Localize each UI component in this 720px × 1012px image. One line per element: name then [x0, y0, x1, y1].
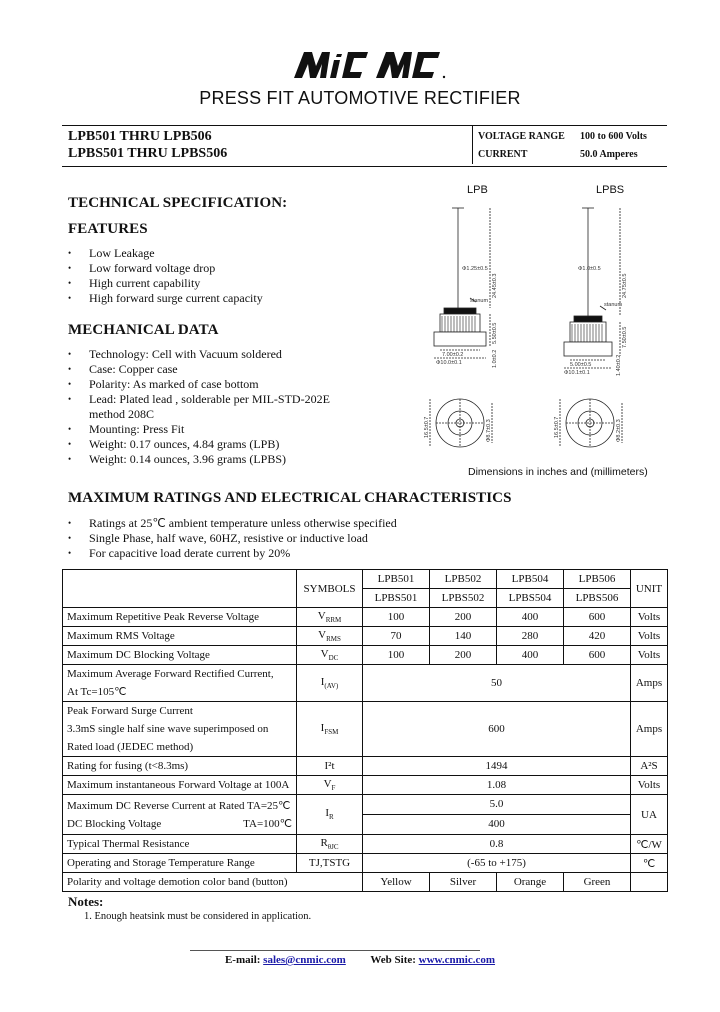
unit-cell: Amps [631, 665, 668, 702]
param-cell: Polarity and voltage demotion color band (button) [63, 873, 363, 892]
list-item: • High current capability [68, 276, 263, 291]
unit-cell: Volts [631, 608, 668, 627]
package-outline-diagram [420, 198, 690, 463]
col-lpb: LPB504 [511, 573, 549, 585]
col-lpbs: LPBS504 [497, 588, 563, 607]
unit-cell: ℃/W [631, 835, 668, 854]
symbol-cell [297, 646, 363, 665]
list-item: • Low forward voltage drop [68, 261, 263, 276]
table-row [63, 795, 668, 835]
symbol-sub: R [329, 813, 334, 822]
ratings-table [62, 569, 668, 892]
lpbs-stanum: stanum [604, 302, 623, 308]
color-band-cell: Yellow [363, 873, 430, 892]
list-item: • Low Leakage [68, 246, 263, 261]
value-cell: 0.8 [363, 835, 631, 854]
list-item: • Mounting: Press Fit [68, 422, 330, 437]
table-row [63, 665, 668, 702]
unit-cell: Amps [631, 702, 668, 757]
symbol-cell [297, 702, 363, 757]
col-lpbs: LPBS506 [564, 588, 630, 607]
mechanical-heading: MECHANICAL DATA [68, 322, 219, 338]
param-cell [63, 665, 297, 702]
voltage-range-value: 100 to 600 Volts [580, 131, 647, 142]
param-cell: Operating and Storage Temperature Range [63, 854, 297, 873]
page-title: PRESS FIT AUTOMOTIVE RECTIFIER [199, 88, 521, 108]
lpb-lead-len: 24.45±0.3 [492, 273, 498, 298]
symbol: R [320, 836, 328, 849]
table-header-row [63, 570, 668, 608]
value-cell: 100 [363, 608, 430, 627]
symbol-sub: (AV) [324, 682, 339, 691]
lpb-stanum: stanum [470, 298, 489, 304]
features-list [68, 246, 263, 306]
symbol-cell [297, 608, 363, 627]
header-separator [472, 126, 473, 164]
col-lpbs: LPBS501 [363, 588, 429, 607]
lpbs-width-2: Φ10.1±0.1 [564, 370, 590, 376]
lpbs-width-1: 5.00±0.5 [570, 362, 592, 368]
lpb-flange-h: 1.0±0.2 [492, 349, 498, 368]
value-cell: 600 [564, 608, 631, 627]
symbol: V [317, 609, 326, 622]
divider-top [62, 125, 667, 126]
symbol-sub: RRM [325, 616, 342, 625]
diagram-label-lpb: LPB [467, 184, 488, 196]
value-cell: 600 [564, 646, 631, 665]
company-logo [290, 44, 450, 84]
param-cell: Maximum Repetitive Peak Reverse Voltage [63, 608, 297, 627]
col-lpb: LPB506 [578, 573, 616, 585]
mechanical-list [68, 347, 330, 467]
param-header [63, 570, 297, 608]
symbol: I [325, 807, 329, 820]
lpb-body-h: 5.50±0.5 [492, 322, 498, 344]
lpb-disc-outer: Φ8.7±0.3 [486, 419, 492, 442]
ratings-conditions [68, 516, 397, 561]
table-row [63, 627, 668, 646]
current-value: 50.0 Amperes [580, 149, 638, 160]
value-cell: 600 [363, 702, 631, 757]
param-line: Maximum Average Forward Rectified Current, [67, 668, 274, 680]
symbol: V [318, 628, 327, 641]
value-100c: 400 [363, 814, 630, 834]
unit-cell: A²S [631, 757, 668, 776]
value-cell: 50 [363, 665, 631, 702]
symbol-cell [297, 776, 363, 795]
symbol-sub: θJC [327, 843, 339, 852]
col-header [564, 570, 631, 608]
value-cell: 200 [430, 608, 497, 627]
list-item: • Polarity: As marked of case bottom [68, 377, 330, 392]
list-item: • For capacitive load derate current by 20% [68, 546, 397, 561]
lpb-disc-side: 16.5±0.7 [424, 416, 430, 438]
lpb-lead-dia: Φ1.25±0.5 [462, 266, 488, 272]
color-band-cell: Green [564, 873, 631, 892]
lpb-width-1: 7.00±0.2 [442, 352, 464, 358]
list-item: • High forward surge current capacity [68, 291, 263, 306]
table-row [63, 854, 668, 873]
unit-header: UNIT [631, 570, 668, 608]
unit-cell: Volts [631, 627, 668, 646]
table-row [63, 702, 668, 757]
list-item: • Ratings at 25℃ ambient temperature unless otherwise specified [68, 516, 397, 531]
unit-cell: Volts [631, 646, 668, 665]
symbol-cell [297, 665, 363, 702]
symbol-sub: RMS [326, 635, 341, 644]
symbols-header: SYMBOLS [297, 570, 363, 608]
web-link[interactable]: www.cnmic.com [418, 954, 496, 966]
param-line: Maximum DC Reverse Current at Rated TA=25℃ [67, 799, 291, 812]
param-line: Peak Forward Surge Current [67, 705, 193, 717]
email-label: E-mail: [224, 954, 261, 966]
symbol-sub: F [331, 784, 336, 793]
list-item: • Single Phase, half wave, 60HZ, resistive or inductive load [68, 531, 397, 546]
unit-cell [631, 873, 668, 892]
unit-cell: UA [631, 795, 668, 835]
col-lpbs: LPBS502 [430, 588, 496, 607]
list-item-continuation [68, 407, 330, 422]
symbol: V [323, 777, 332, 790]
diagram-label-lpbs: LPBS [596, 184, 625, 196]
list-item: • Case: Copper case [68, 362, 330, 377]
features-heading: FEATURES [68, 221, 148, 237]
notes-heading: Notes: [68, 894, 104, 909]
lpbs-lead-dia: Φ1.0±0.5 [578, 266, 601, 272]
value-cell: 400 [497, 608, 564, 627]
lpb-width-2: Φ10.0±0.1 [436, 360, 462, 366]
part-number-lpbs: LPBS501 THRU LPBS506 [68, 146, 228, 161]
current-label: CURRENT [478, 149, 528, 160]
symbol-cell [297, 627, 363, 646]
lpbs-flange-h: 1.40±0.2 [616, 354, 622, 376]
table-row [63, 757, 668, 776]
lpbs-disc-outer: Φ8.2±0.3 [616, 419, 622, 442]
list-item: • Weight: 0.14 ounces, 3.96 grams (LPBS) [68, 452, 330, 467]
web-label: Web Site: [370, 954, 416, 966]
table-row [63, 608, 668, 627]
col-lpb: LPB501 [377, 573, 415, 585]
value-cell: 200 [430, 646, 497, 665]
col-lpb: LPB502 [444, 573, 482, 585]
value-cell: 420 [564, 627, 631, 646]
unit-cell: ℃ [631, 854, 668, 873]
color-band-cell: Orange [497, 873, 564, 892]
value-cell: 1.08 [363, 776, 631, 795]
list-item: • Weight: 0.17 ounces, 4.84 grams (LPB) [68, 437, 330, 452]
lpbs-body-h: 7.50±0.5 [622, 326, 628, 348]
col-header [497, 570, 564, 608]
divider-bottom [62, 166, 667, 167]
dimension-note: Dimensions in inches and (millimeters) [468, 466, 648, 478]
symbol-cell: I²t [297, 757, 363, 776]
col-header [363, 570, 430, 608]
param-cell: Rating for fusing (t<8.3ms) [63, 757, 297, 776]
param-line: 3.3mS single half sine wave superimposed on [67, 723, 269, 735]
list-item: • Technology: Cell with Vacuum soldered [68, 347, 330, 362]
list-item: • Lead: Plated lead , solderable per MIL-STD-202E [68, 392, 330, 407]
param-cell: Maximum DC Blocking Voltage [63, 646, 297, 665]
table-row [63, 835, 668, 854]
symbol-sub: DC [328, 654, 339, 663]
col-header [430, 570, 497, 608]
ratings-heading: MAXIMUM RATINGS AND ELECTRICAL CHARACTERISTICS [68, 490, 512, 506]
value-cell: 280 [497, 627, 564, 646]
value-cell: (-65 to +175) [363, 854, 631, 873]
param-cell: Maximum instantaneous Forward Voltage at 100A [63, 776, 297, 795]
value-25c: 5.0 [489, 798, 504, 810]
symbol-cell [297, 795, 363, 835]
value-cell: 400 [497, 646, 564, 665]
param-condition: TA=100℃ [243, 817, 292, 830]
symbol-sub: FSM [324, 728, 339, 737]
footer [0, 954, 720, 966]
param-cell: Typical Thermal Resistance [63, 835, 297, 854]
param-cell [63, 795, 297, 835]
logo-text: MIC MC [370, 83, 374, 84]
footer-divider [190, 950, 480, 951]
table-row [63, 873, 668, 892]
table-row [63, 646, 668, 665]
param-line: At Tc=105℃ [67, 686, 127, 698]
value-cell: 70 [363, 627, 430, 646]
value-cell: 140 [430, 627, 497, 646]
symbol: I [320, 675, 325, 688]
unit-cell: Volts [631, 776, 668, 795]
param-line: Rated load (JEDEC method) [67, 741, 194, 753]
tech-spec-heading: TECHNICAL SPECIFICATION: [68, 195, 288, 211]
voltage-range-label: VOLTAGE RANGE [478, 131, 565, 142]
param-cell [63, 702, 297, 757]
lead-method: method 208C [89, 407, 154, 421]
table-row [63, 776, 668, 795]
note-item: 1. Enough heatsink must be considered in application. [84, 911, 312, 922]
email-link[interactable]: sales@cnmic.com [263, 954, 346, 966]
symbol-cell [297, 835, 363, 854]
symbol-cell: TJ,TSTG [297, 854, 363, 873]
symbol: V [320, 647, 329, 660]
lpbs-lead-len: 24.75±0.5 [622, 273, 628, 298]
color-band-cell: Silver [430, 873, 497, 892]
symbol: I [320, 721, 325, 734]
part-number-lpb: LPB501 THRU LPB506 [68, 129, 212, 144]
value-cell: 100 [363, 646, 430, 665]
lpbs-disc-side: 16.5±0.7 [554, 416, 560, 438]
param-text: DC Blocking Voltage [67, 817, 162, 830]
param-cell: Maximum RMS Voltage [63, 627, 297, 646]
value-cell [363, 795, 631, 835]
param-line [67, 815, 292, 833]
value-cell: 1494 [363, 757, 631, 776]
